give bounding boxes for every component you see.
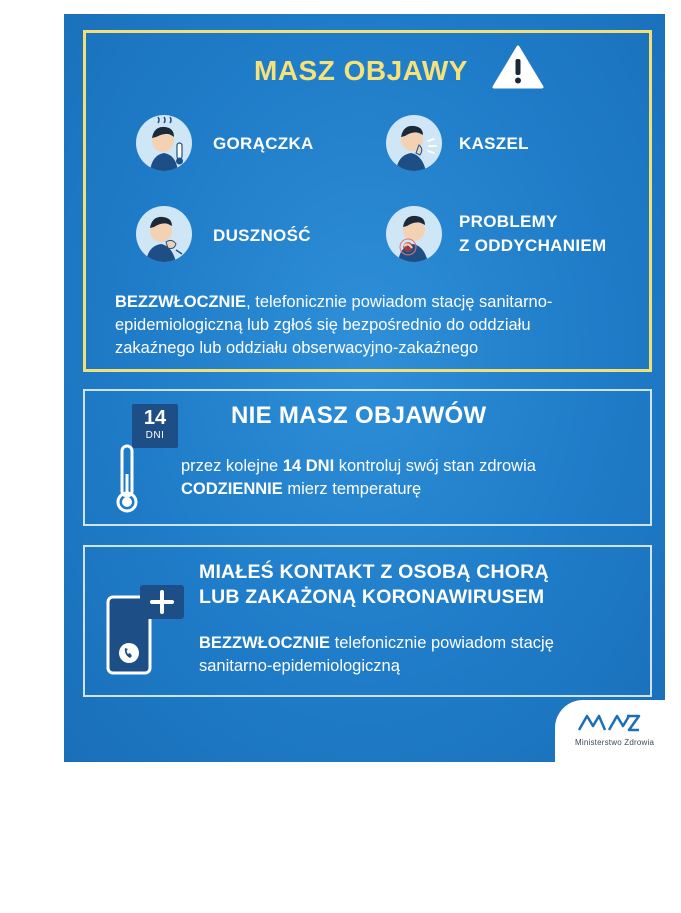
symptoms-instruction-bold: BEZZWŁOCZNIE [115, 293, 247, 311]
no-symptoms-line2-bold: CODZIENNIE [181, 480, 283, 498]
cough-icon [386, 115, 442, 171]
breathing-label-line1: PROBLEMY [459, 212, 558, 231]
contact-title [199, 560, 549, 610]
breathing-label-line2: Z ODDYCHANIEM [459, 236, 607, 255]
ministry-logo-mark [577, 710, 641, 734]
days-badge-unit: DNI [145, 430, 165, 441]
thermometer-icon [112, 444, 142, 514]
symptoms-title: MASZ OBJAWY [254, 55, 468, 86]
fever-label: GORĄCZKA [213, 134, 314, 153]
breathing-label [459, 210, 606, 258]
contact-line1-bold: BEZZWŁOCZNIE [199, 634, 331, 652]
dyspnea-icon [136, 206, 192, 262]
phone-plus-icon [102, 579, 190, 679]
contact-title-line2: LUB ZAKAŻONĄ KORONAWIRUSEM [199, 586, 545, 608]
fever-icon [136, 115, 192, 171]
ministry-logo [555, 700, 665, 762]
no-symptoms-title: NIE MASZ OBJAWÓW [231, 402, 487, 429]
contact-text [199, 632, 554, 678]
symptoms-instruction-line1: , telefonicznie powiadom stację sanitarno- [246, 293, 553, 311]
symptoms-instruction-line3: zakaźnego lub oddziału obserwacyjno-zakaźnego [115, 339, 479, 357]
infographic-poster [64, 14, 665, 762]
symptoms-instruction-line2: epidemiologiczną lub zgłoś się bezpośrednio do oddziału [115, 316, 531, 334]
symptoms-instruction [115, 291, 552, 360]
contact-title-line1: MIAŁEŚ KONTAKT Z OSOBĄ CHORĄ [199, 561, 549, 583]
cough-label: KASZEL [459, 134, 529, 153]
no-symptoms-line1-bold: 14 DNI [282, 457, 335, 475]
days-badge-number: 14 [143, 407, 167, 429]
contact-line2: sanitarno-epidemiologiczną [199, 657, 400, 675]
no-symptoms-text [181, 455, 536, 501]
ministry-logo-text: Ministerstwo Zdrowia [575, 738, 655, 747]
days-badge [132, 404, 178, 448]
breathing-icon [386, 206, 442, 262]
warning-icon [491, 44, 545, 90]
no-symptoms-line2-post: mierz temperaturę [282, 480, 422, 498]
no-symptoms-line1-pre: przez kolejne [181, 457, 283, 475]
contact-line1-post: telefonicznie powiadom stację [330, 634, 554, 652]
dyspnea-label: DUSZNOŚĆ [213, 226, 311, 245]
no-symptoms-line1-post: kontroluj swój stan zdrowia [334, 457, 536, 475]
